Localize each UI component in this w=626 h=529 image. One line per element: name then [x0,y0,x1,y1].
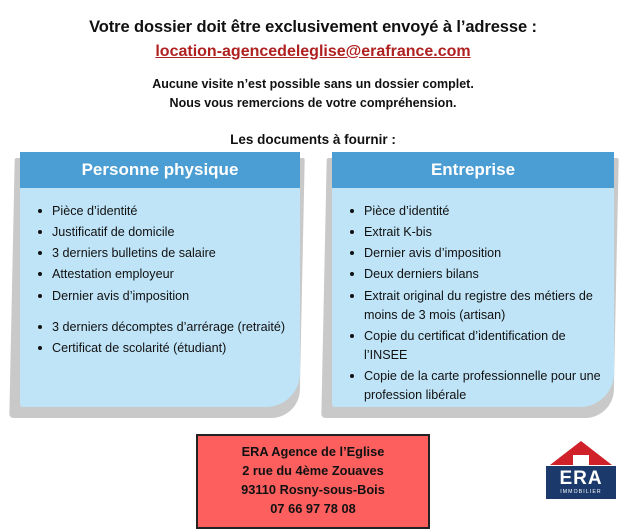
agency-city: 93110 Rosny-sous-Bois [241,481,385,497]
panel-body-personne-physique [20,188,300,358]
list-item: Copie de la carte professionnelle pour une profession libérale [346,367,604,405]
header-subtext-line-2: Nous vous remercions de votre compréhension. [169,96,457,111]
agency-street: 2 rue du 4ème Zouaves [242,462,384,478]
header-subtext [0,75,626,114]
header [0,0,626,147]
panel-title-entreprise: Entreprise [332,152,614,188]
list-item: Deux derniers bilans [346,265,604,284]
era-logo [546,440,616,499]
logo-brand-name: ERA [559,468,603,489]
list-item: Attestation employeur [34,265,290,284]
panels-container [0,152,626,432]
list-item: Extrait K-bis [346,223,604,242]
list-personne-physique [34,202,290,358]
panel-body-entreprise [332,188,614,405]
list-item: Copie du certificat d’identification de l’INSEE [346,327,604,365]
header-subtext-line-1: Aucune visite n’est possible sans un dossier complet. [152,77,474,91]
contact-email-link[interactable]: location-agencedeleglise@erafrance.com [155,43,471,60]
list-item: Dernier avis d’imposition [34,287,290,306]
list-item: Justificatif de domicile [34,223,290,242]
header-title: Votre dossier doit être exclusivement envoyé à l’adresse : [89,18,537,36]
logo-tagline: IMMOBILIER [560,488,602,495]
documents-required-label: Les documents à fournir : [230,131,396,147]
paper-right [332,152,614,407]
paper-left [20,152,300,407]
house-roof-icon [546,440,616,466]
list-entreprise [346,202,604,405]
roof-notch-shape [573,455,589,466]
logo-body [546,466,616,499]
list-item: Certificat de scolarité (étudiant) [34,339,290,358]
list-item: 3 derniers décomptes d’arrérage (retraité) [34,318,290,337]
list-item: Pièce d’identité [346,202,604,221]
list-item: Pièce d’identité [34,202,290,221]
list-item: Extrait original du registre des métiers de moins de 3 mois (artisan) [346,287,604,325]
panel-title-personne-physique: Personne physique [20,152,300,188]
agency-phone: 07 66 97 78 08 [270,500,356,516]
agency-name: ERA Agence de l’Eglise [241,444,385,459]
list-item: Dernier avis d’imposition [346,244,604,263]
list-item: 3 derniers bulletins de salaire [34,244,290,263]
agency-address-box [196,434,430,529]
